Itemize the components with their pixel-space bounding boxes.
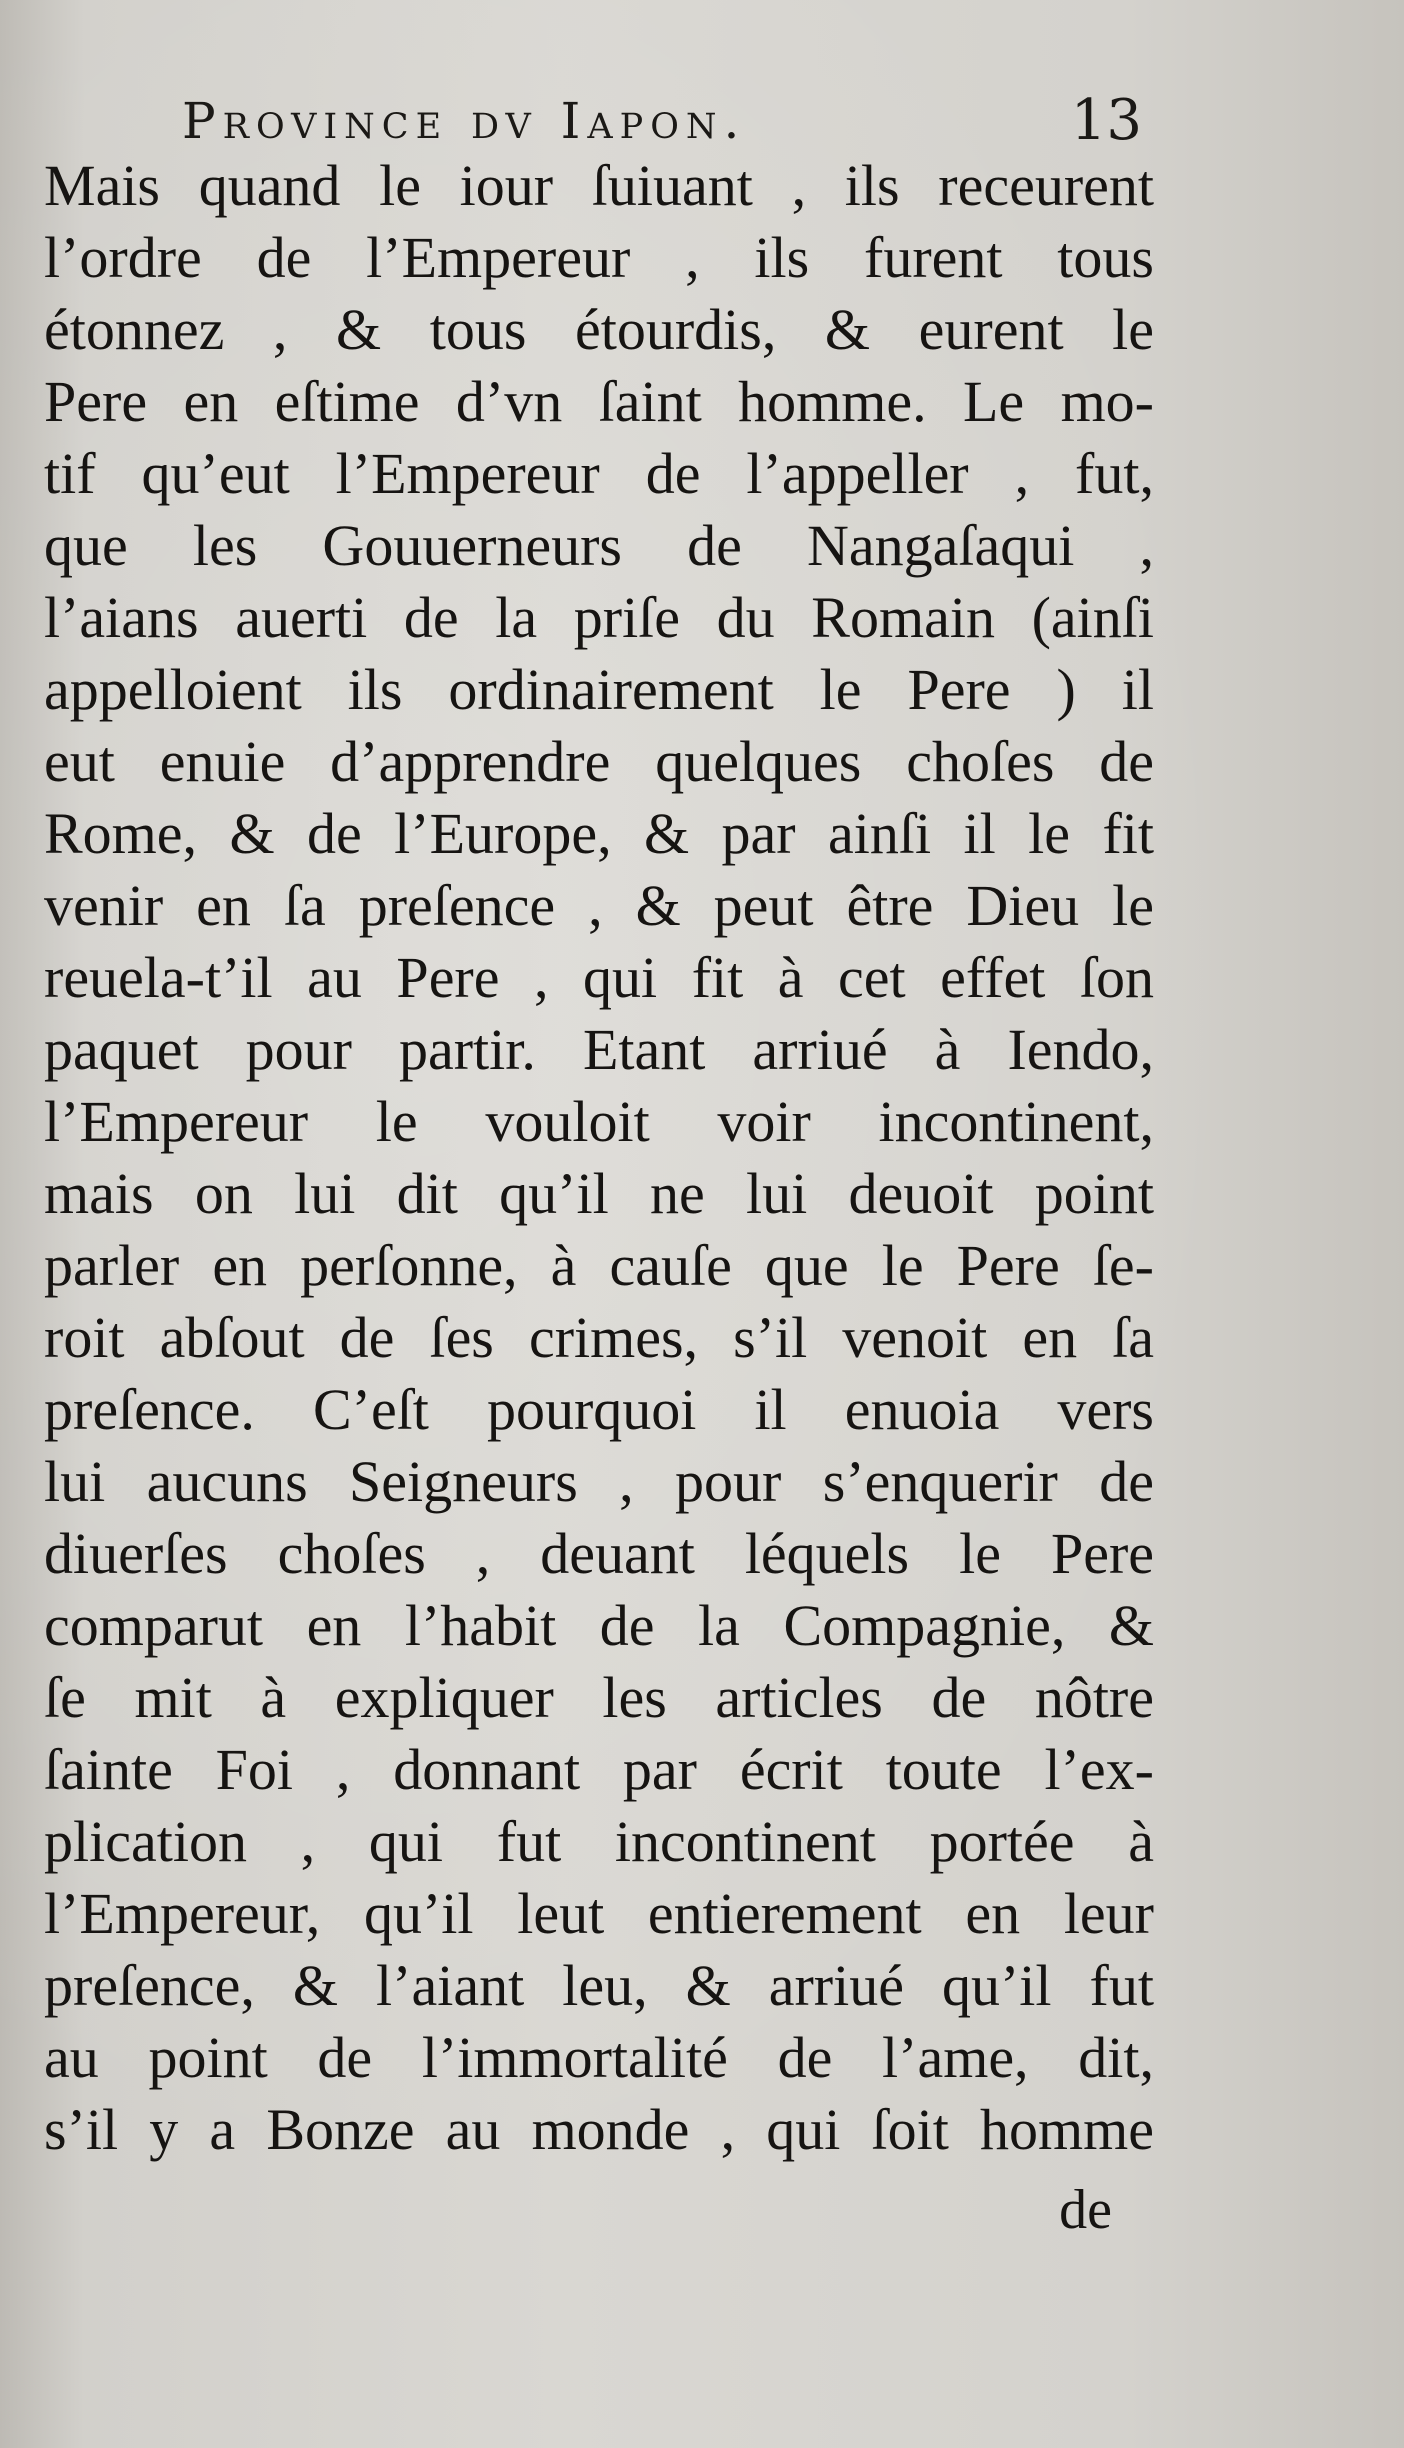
text-line: lui aucuns Seigneurs , pour s’enquerir de [44, 1449, 1154, 1514]
text-line: étonnez , & tous étourdis, & eurent le [44, 297, 1154, 362]
text-line: s’il y a Bonze au monde , qui ſoit homme [44, 2097, 1154, 2162]
text-line: tif qu’eut l’Empereur de l’appeller , fut, [44, 441, 1154, 506]
text-line: parler en perſonne, à cauſe que le Pere ſe- [44, 1233, 1154, 1298]
text-line: preſence. C’eſt pourquoi il enuoia vers [44, 1377, 1154, 1442]
text-line: mais on lui dit qu’il ne lui deuoit point [44, 1161, 1154, 1226]
text-line: preſence, & l’aiant leu, & arriué qu’il fut [44, 1953, 1154, 2018]
text-line: Rome, & de l’Europe, & par ainſi il le fit [44, 801, 1154, 866]
text-line: au point de l’immortalité de l’ame, dit, [44, 2025, 1154, 2090]
text-line: l’aians auerti de la priſe du Romain (ainſi [44, 585, 1154, 650]
text-line: comparut en l’habit de la Compagnie, & [44, 1593, 1154, 1658]
text-line: eut enuie d’apprendre quelques choſes de [44, 729, 1154, 794]
text-line: diuerſes choſes , deuant léquels le Pere [44, 1521, 1154, 1586]
text-line: venir en ſa preſence , & peut être Dieu le [44, 873, 1154, 938]
text-line: plication , qui fut incontinent portée à [44, 1809, 1154, 1874]
text-line: ſe mit à expliquer les articles de nôtre [44, 1665, 1154, 1730]
text-line: paquet pour partir. Etant arriué à Iendo, [44, 1017, 1154, 1082]
text-line: que les Gouuerneurs de Nangaſaqui , [44, 513, 1154, 578]
text-line: l’Empereur le vouloit voir incontinent, [44, 1089, 1154, 1154]
page-number: 13 [1070, 88, 1142, 153]
text-line: Pere en eſtime d’vn ſaint homme. Le mo- [44, 369, 1154, 434]
text-line: ſainte Foi , donnant par écrit toute l’ex- [44, 1737, 1154, 1802]
text-line: l’Empereur, qu’il leut entierement en leur [44, 1881, 1154, 1946]
text-line: roit abſout de ſes crimes, s’il venoit en ſa [44, 1305, 1154, 1370]
text-line: Mais quand le iour ſuiuant , ils receurent [44, 153, 1154, 218]
running-head: Province dv Iapon. [182, 92, 747, 150]
text-line: reuela-t’il au Pere , qui fit à cet effet ſon [44, 945, 1154, 1010]
text-line: appelloient ils ordinairement le Pere ) il [44, 657, 1154, 722]
text-line: l’ordre de l’Empereur , ils furent tous [44, 225, 1154, 290]
body-text [44, 150, 1154, 2166]
catchword: de [1059, 2179, 1112, 2241]
